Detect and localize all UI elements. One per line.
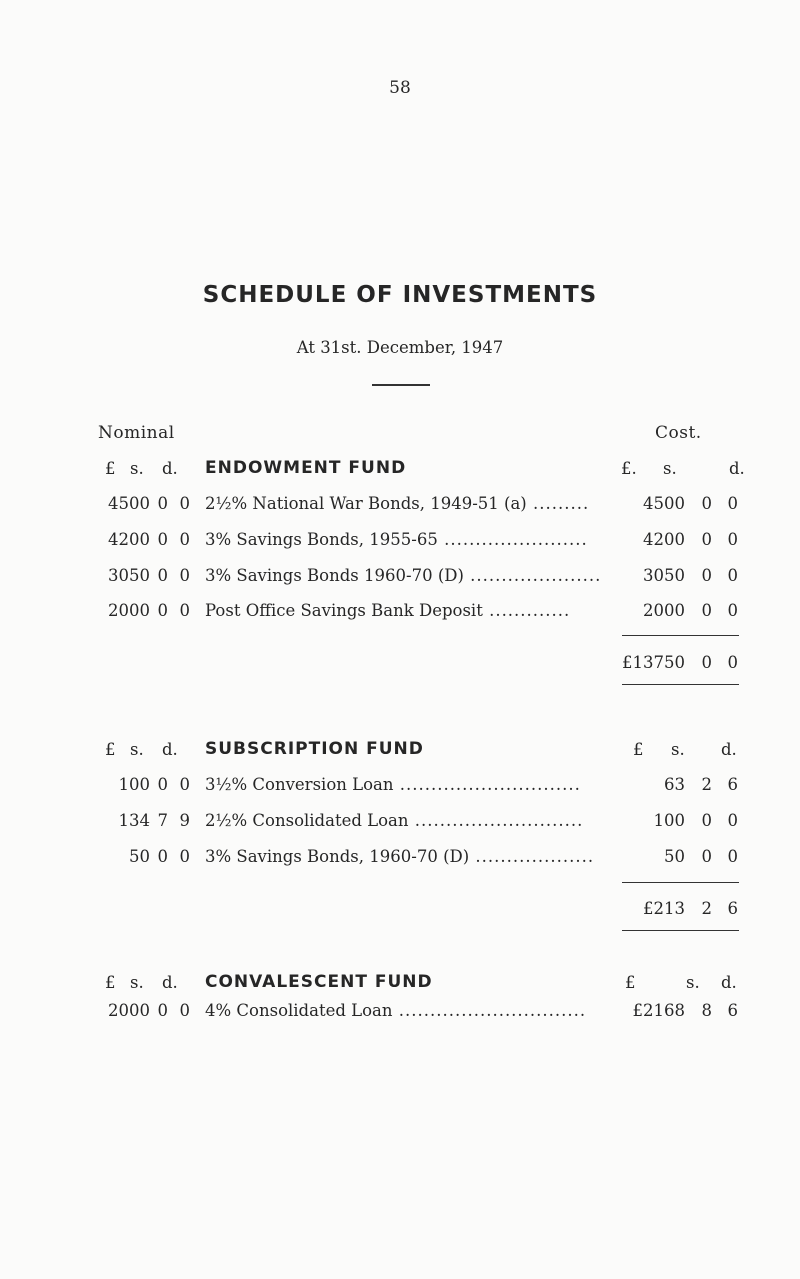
convalescent-cost-value: 6 <box>727 1001 738 1020</box>
subscription-nominal-value: 134 <box>118 811 150 830</box>
endowment-nominal-value: 4500 <box>108 494 150 513</box>
subscription-cost-unit: d. <box>721 740 737 759</box>
endowment-cost-value: 0 <box>701 566 712 585</box>
subscription-nominal-value: 0 <box>179 775 190 794</box>
convalescent-nominal-value: 2000 <box>108 1001 150 1020</box>
subscription-cost-unit: £ <box>633 740 644 759</box>
subscription-nominal-value: 7 <box>157 811 168 830</box>
endowment-total-value: 0 <box>701 653 712 672</box>
title-divider <box>372 384 430 386</box>
endowment-row-description <box>205 530 588 549</box>
endowment-cost-value: 0 <box>701 530 712 549</box>
convalescent-cost-unit: d. <box>721 973 737 992</box>
subscription-nominal-value: 0 <box>179 847 190 866</box>
endowment-row-description <box>205 566 601 585</box>
endowment-row-description <box>205 601 570 620</box>
convalescent-nominal-value: 0 <box>157 1001 168 1020</box>
leader-dots: .............................. <box>392 1001 587 1020</box>
leader-dots: ..................... <box>463 566 602 585</box>
leader-dots: ............................. <box>393 775 581 794</box>
cost-column-header: Cost. <box>655 423 702 443</box>
endowment-nominal-value: 4200 <box>108 530 150 549</box>
endowment-cost-value: 0 <box>727 530 738 549</box>
investment-description: Post Office Savings Bank Deposit <box>205 601 483 620</box>
endowment-nominal-value: 0 <box>179 601 190 620</box>
endowment-cost-unit: £. <box>621 459 637 478</box>
leader-dots: ............. <box>482 601 571 620</box>
subscription-nominal-value: 50 <box>129 847 150 866</box>
leader-dots: ......... <box>526 494 590 513</box>
convalescent-nominal-unit: s. <box>130 973 144 992</box>
endowment-nominal-value: 0 <box>179 530 190 549</box>
endowment-total-rule-top <box>622 635 739 636</box>
endowment-cost-value: 3050 <box>643 566 685 585</box>
endowment-cost-value: 4500 <box>643 494 685 513</box>
subscription-cost-value: 0 <box>701 811 712 830</box>
subscription-total-value: £213 <box>643 899 685 918</box>
subscription-nominal-value: 100 <box>118 775 150 794</box>
endowment-cost-value: 2000 <box>643 601 685 620</box>
endowment-cost-unit: d. <box>729 459 745 478</box>
convalescent-fund-heading: CONVALESCENT FUND <box>205 972 433 992</box>
subscription-row-description <box>205 847 594 866</box>
convalescent-cost-unit: s. <box>686 973 700 992</box>
investment-description: 3% Savings Bonds 1960-70 (D) <box>205 566 464 585</box>
endowment-nominal-value: 0 <box>157 494 168 513</box>
subscription-nominal-value: 0 <box>157 847 168 866</box>
subscription-nominal-value: 0 <box>157 775 168 794</box>
leader-dots: ................... <box>469 847 595 866</box>
endowment-nominal-value: 0 <box>157 530 168 549</box>
investment-description: 2½% National War Bonds, 1949-51 (a) <box>205 494 527 513</box>
subscription-total-value: 6 <box>727 899 738 918</box>
convalescent-cost-unit: £ <box>625 973 636 992</box>
subscription-cost-unit: s. <box>671 740 685 759</box>
endowment-cost-value: 0 <box>727 494 738 513</box>
investment-description: 3% Savings Bonds, 1955-65 <box>205 530 438 549</box>
endowment-nominal-value: 0 <box>157 601 168 620</box>
endowment-total-value: 0 <box>727 653 738 672</box>
page-subtitle: At 31st. December, 1947 <box>296 338 504 357</box>
endowment-cost-value: 0 <box>727 566 738 585</box>
endowment-row-description <box>205 494 589 513</box>
investment-description: 3% Savings Bonds, 1960-70 (D) <box>205 847 470 866</box>
subscription-cost-value: 6 <box>727 775 738 794</box>
subscription-cost-value: 50 <box>664 847 685 866</box>
endowment-cost-value: 4200 <box>643 530 685 549</box>
subscription-total-rule-top <box>622 882 739 883</box>
subscription-row-description <box>205 775 581 794</box>
subscription-cost-value: 0 <box>727 811 738 830</box>
subscription-cost-value: 63 <box>664 775 685 794</box>
endowment-fund-heading: ENDOWMENT FUND <box>205 458 407 478</box>
convalescent-cost-value: £2168 <box>632 1001 685 1020</box>
endowment-total-value: £13750 <box>622 653 685 672</box>
subscription-fund-heading: SUBSCRIPTION FUND <box>205 739 424 759</box>
subscription-nominal-unit: £ <box>105 740 116 759</box>
endowment-cost-value: 0 <box>701 494 712 513</box>
endowment-nominal-unit: s. <box>130 459 144 478</box>
subscription-cost-value: 100 <box>653 811 685 830</box>
convalescent-nominal-value: 0 <box>179 1001 190 1020</box>
investment-description: 2½% Consolidated Loan <box>205 811 409 830</box>
endowment-nominal-value: 0 <box>179 566 190 585</box>
subscription-row-description <box>205 811 583 830</box>
endowment-nominal-value: 0 <box>157 566 168 585</box>
leader-dots: ........................... <box>408 811 584 830</box>
endowment-nominal-value: 2000 <box>108 601 150 620</box>
convalescent-nominal-unit: £ <box>105 973 116 992</box>
page-title: SCHEDULE OF INVESTMENTS <box>202 282 598 308</box>
subscription-nominal-unit: s. <box>130 740 144 759</box>
endowment-cost-value: 0 <box>727 601 738 620</box>
endowment-cost-unit: s. <box>663 459 677 478</box>
endowment-total-rule-bottom <box>622 684 739 685</box>
subscription-nominal-value: 9 <box>179 811 190 830</box>
subscription-cost-value: 0 <box>727 847 738 866</box>
endowment-cost-value: 0 <box>701 601 712 620</box>
convalescent-nominal-unit: d. <box>162 973 178 992</box>
convalescent-cost-value: 8 <box>701 1001 712 1020</box>
endowment-nominal-unit: d. <box>162 459 178 478</box>
page-number: 58 <box>389 78 411 98</box>
subscription-total-rule-bottom <box>622 930 739 931</box>
endowment-nominal-value: 3050 <box>108 566 150 585</box>
investment-description: 3½% Conversion Loan <box>205 775 394 794</box>
endowment-nominal-unit: £ <box>105 459 116 478</box>
subscription-cost-value: 0 <box>701 847 712 866</box>
subscription-nominal-unit: d. <box>162 740 178 759</box>
convalescent-row-description <box>205 1001 586 1020</box>
subscription-total-value: 2 <box>701 899 712 918</box>
investment-description: 4% Consolidated Loan <box>205 1001 393 1020</box>
nominal-column-header: Nominal <box>98 423 175 443</box>
leader-dots: ....................... <box>437 530 588 549</box>
endowment-nominal-value: 0 <box>179 494 190 513</box>
subscription-cost-value: 2 <box>701 775 712 794</box>
